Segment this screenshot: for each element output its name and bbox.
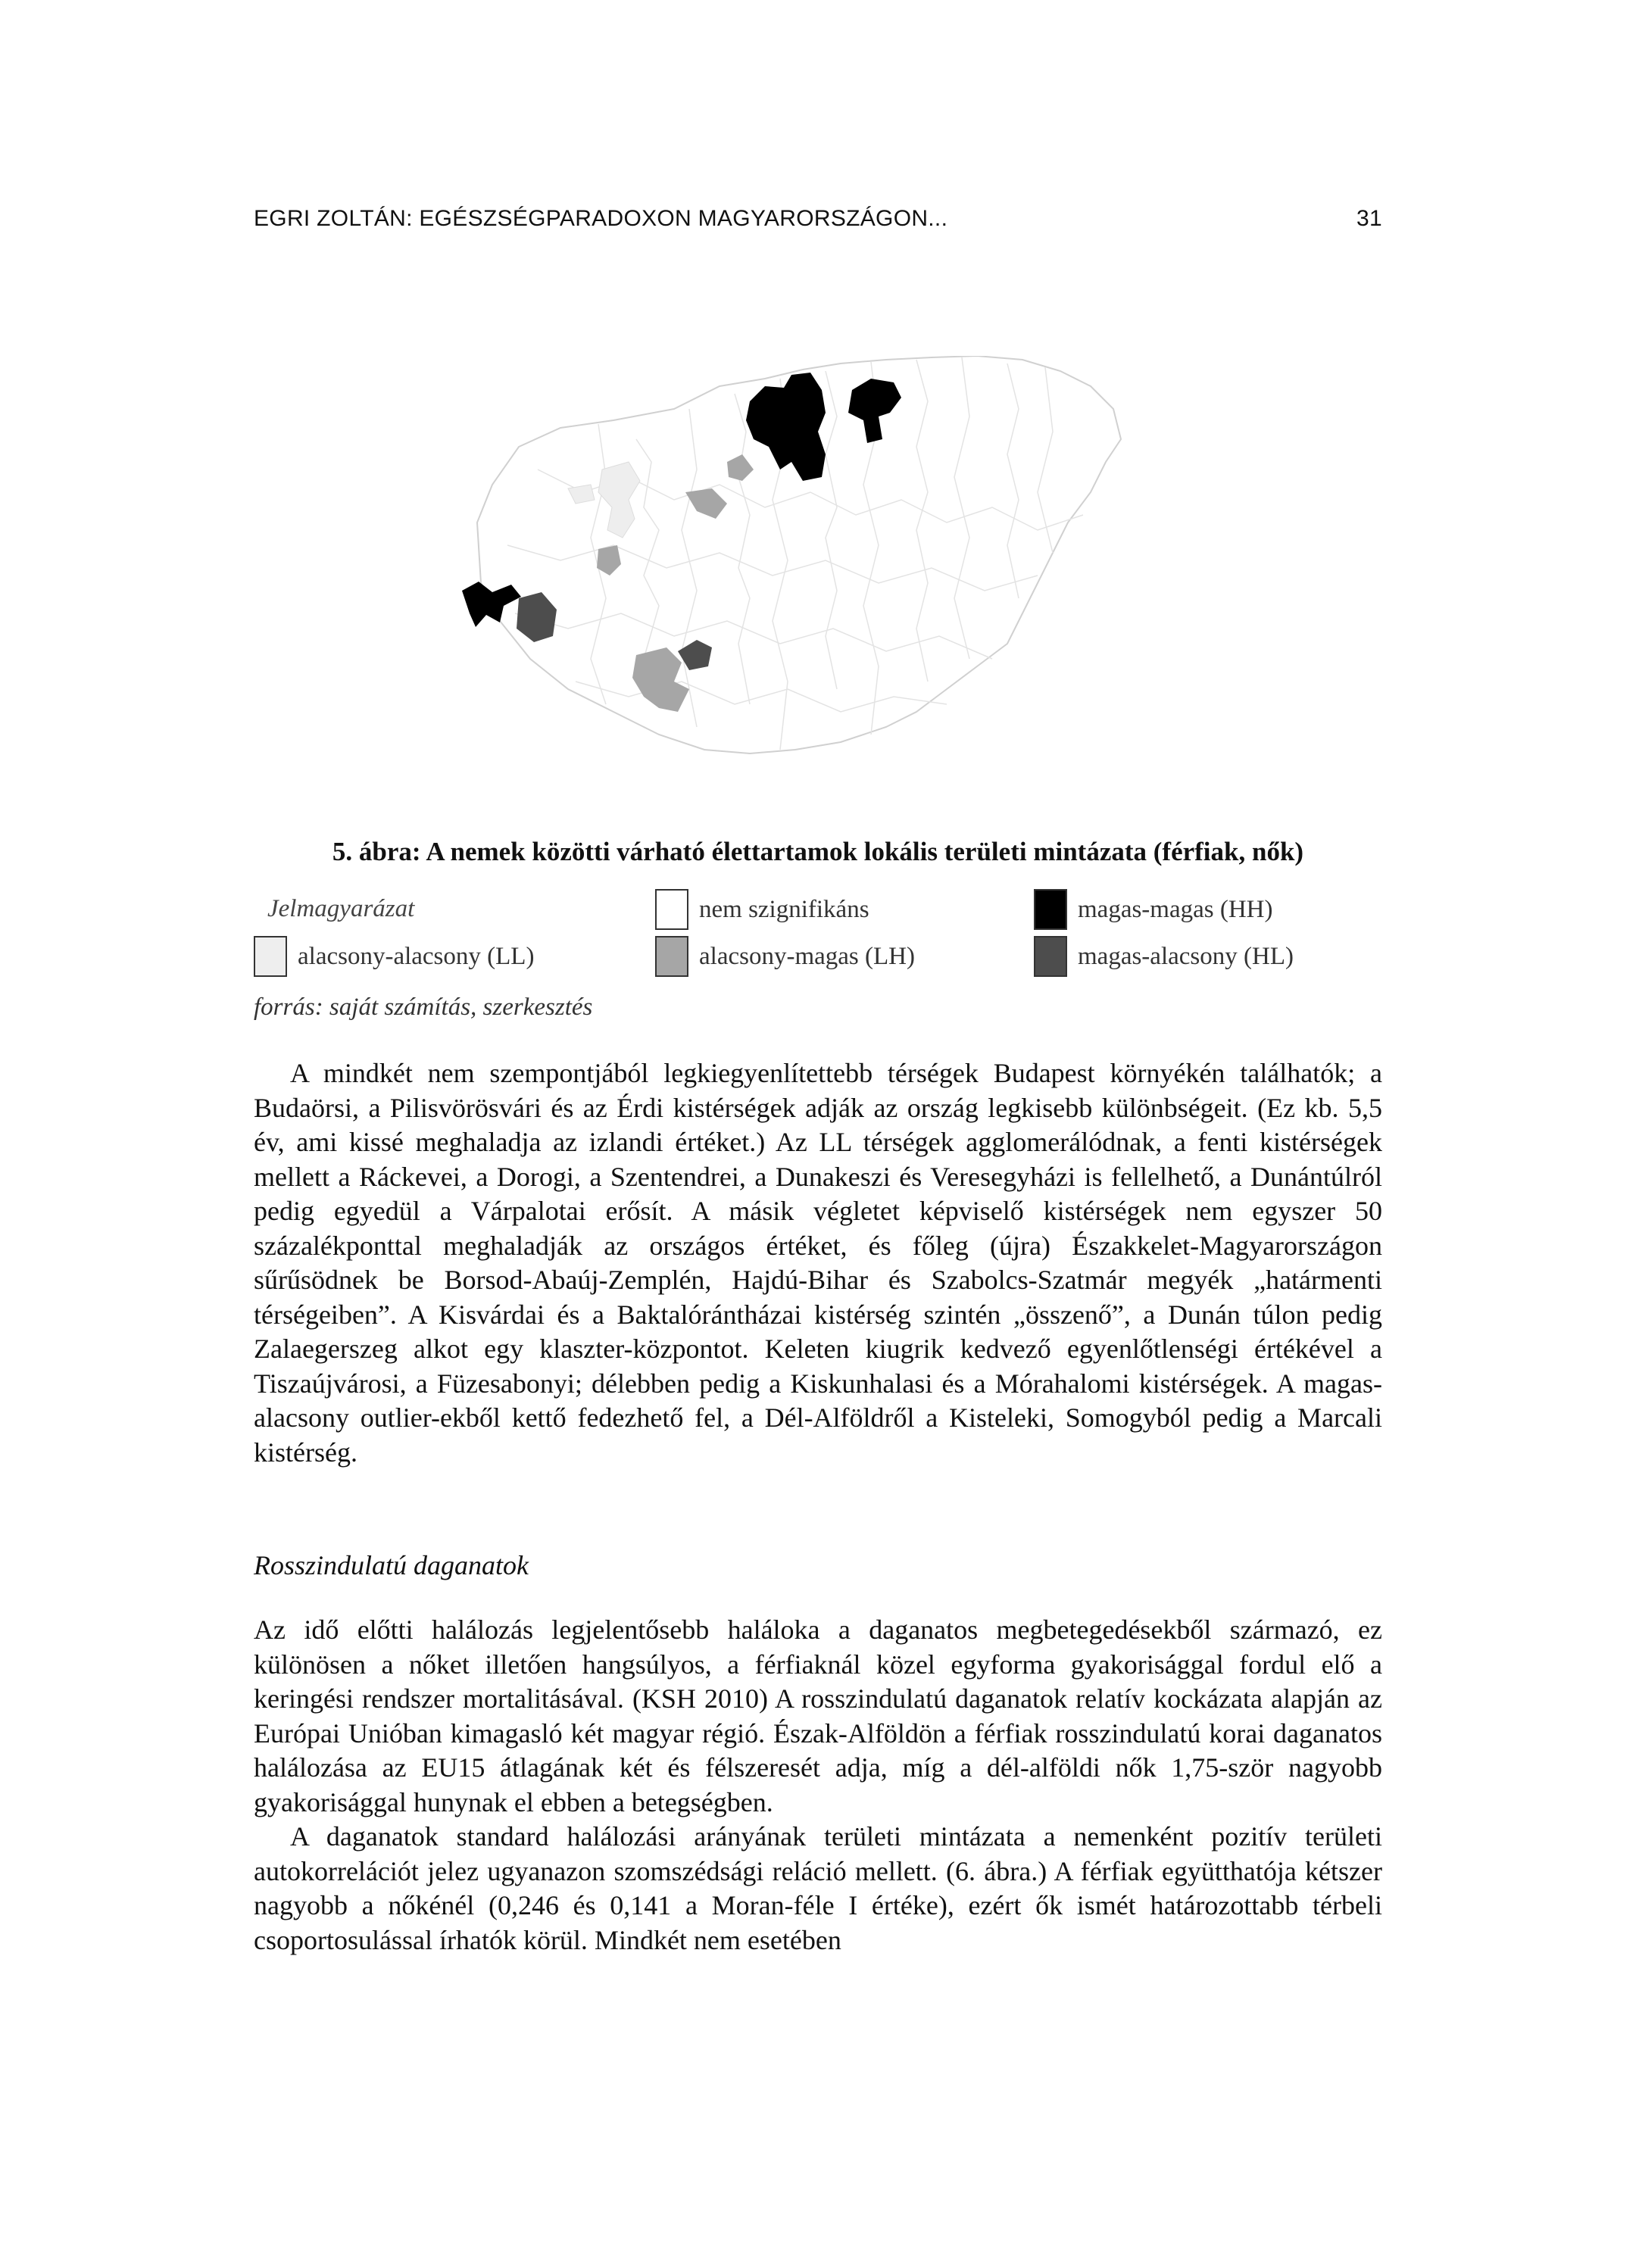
legend-swatch: [1034, 889, 1067, 930]
paragraph: A mindkét nem szempontjából legkiegyenlítettebb térségek Budapest környékén találhatók; a Budaörsi, a Pilisvörösvári és az Érdi kistérségek adják az ország legkisebb különbségeit. (Ez kb. 5,5 év, ami kissé meghaladja az izlandi értéket.) Az LL térségek agglomerálódnak, a fenti kistérségek mellett a Ráckevei, a Dorogi, a Szentendrei, a Dunakeszi és Veresegyházi is fellelhető, a Dunántúlról pedig egyedül a Várpalotai erősít. A másik végletet képviselő kistérségek nem egyszer 50 százalékponttal meghaladják az országos értéket, és főleg (újra) Északkelet-Magyarországon sűrűsödnek be Borsod-Abaúj-Zemplén, Hajdú-Bihar és Szabolcs-Szatmár megyék „határmenti térségeiben”. A Kisvárdai és a Baktalórántházai kistérség szintén „összenő”, a Dunán túlon pedig Zalaegerszeg alkot egy klaszter-központot. Keleten kiugrik kedvező egyenlőtlenségi értékével a Tiszaújvárosi, a Füzesabonyi; délebben pedig a Kiskunhalasi és a Mórahalomi kistérségek. A magas-alacsony outlier-ekből kettő fedezhető fel, a Dél-Alföldről a Kisteleki, Somogyból pedig a Marcali kistérség.: [254, 1058, 1382, 1468]
legend-title: Jelmagyarázat: [267, 895, 415, 922]
paragraph: A daganatok standard halálozási arányának területi mintázata a nemenként pozitív területi autokorrelációt jelez ugyanazon szomszédsági reláció mellett. (6. ábra.) A férfiak együtthatója kétszer nagyobb a nőkénél (0,246 és 0,141 a Moran-féle I értéke), ezért ők ismét határozottabb térbeli csoportosulással írhatók körül. Mindkét nem esetében: [254, 1821, 1382, 1955]
page-number: 31: [1356, 206, 1382, 231]
hungary-map-svg: [447, 356, 1250, 810]
legend-label: nem szignifikáns: [699, 895, 869, 923]
legend-item-ll: [254, 933, 534, 980]
section-subheading: Rosszindulatú daganatok: [254, 1550, 529, 1580]
legend-label: magas-alacsony (HL): [1078, 942, 1294, 970]
legend-item-hl: [1034, 933, 1294, 980]
running-head: [254, 206, 1382, 236]
legend-swatch: [655, 936, 688, 977]
legend-label: alacsony-magas (LH): [699, 942, 915, 970]
legend-item-lh: [655, 933, 915, 980]
body-text-block-2: [254, 1613, 1382, 1958]
legend-item-not-significant: [655, 886, 869, 933]
figure-caption: 5. ábra: A nemek közötti várható élettartamok lokális területi mintázata (férfiak, nők): [332, 837, 1304, 866]
figure-legend: [254, 878, 1382, 984]
legend-swatch: [1034, 936, 1067, 977]
legend-item-hh: [1034, 886, 1273, 933]
legend-swatch: [655, 889, 688, 930]
legend-swatch: [254, 936, 287, 977]
figure-map: [447, 356, 1250, 810]
paragraph: Az idő előtti halálozás legjelentősebb haláloka a daganatos megbetegedésekből származó, ez különösen a nőket illetően hangsúlyos, a férfiaknál közel egyforma gyakorisággal fordul elő a keringési rendszer mortalitásával. (KSH 2010) A rosszindulatú daganatok relatív kockázata alapján az Európai Unióban kimagasló két magyar régió. Észak-Alföldön a férfiak rosszindulatú korai daganatos halálozása az EU15 átlagának két és félszeresét adja, míg a dél-alföldi nők 1,75-ször nagyobb gyakorisággal hunynak el ebben a betegségben.: [254, 1614, 1382, 1817]
body-text-block-1: [254, 1056, 1382, 1470]
legend-label: magas-magas (HH): [1078, 895, 1273, 923]
legend-label: alacsony-alacsony (LL): [298, 942, 535, 970]
figure-source: forrás: saját számítás, szerkesztés: [254, 994, 593, 1021]
running-title: EGRI ZOLTÁN: EGÉSZSÉGPARADOXON MAGYARORSZÁGON...: [254, 206, 948, 231]
